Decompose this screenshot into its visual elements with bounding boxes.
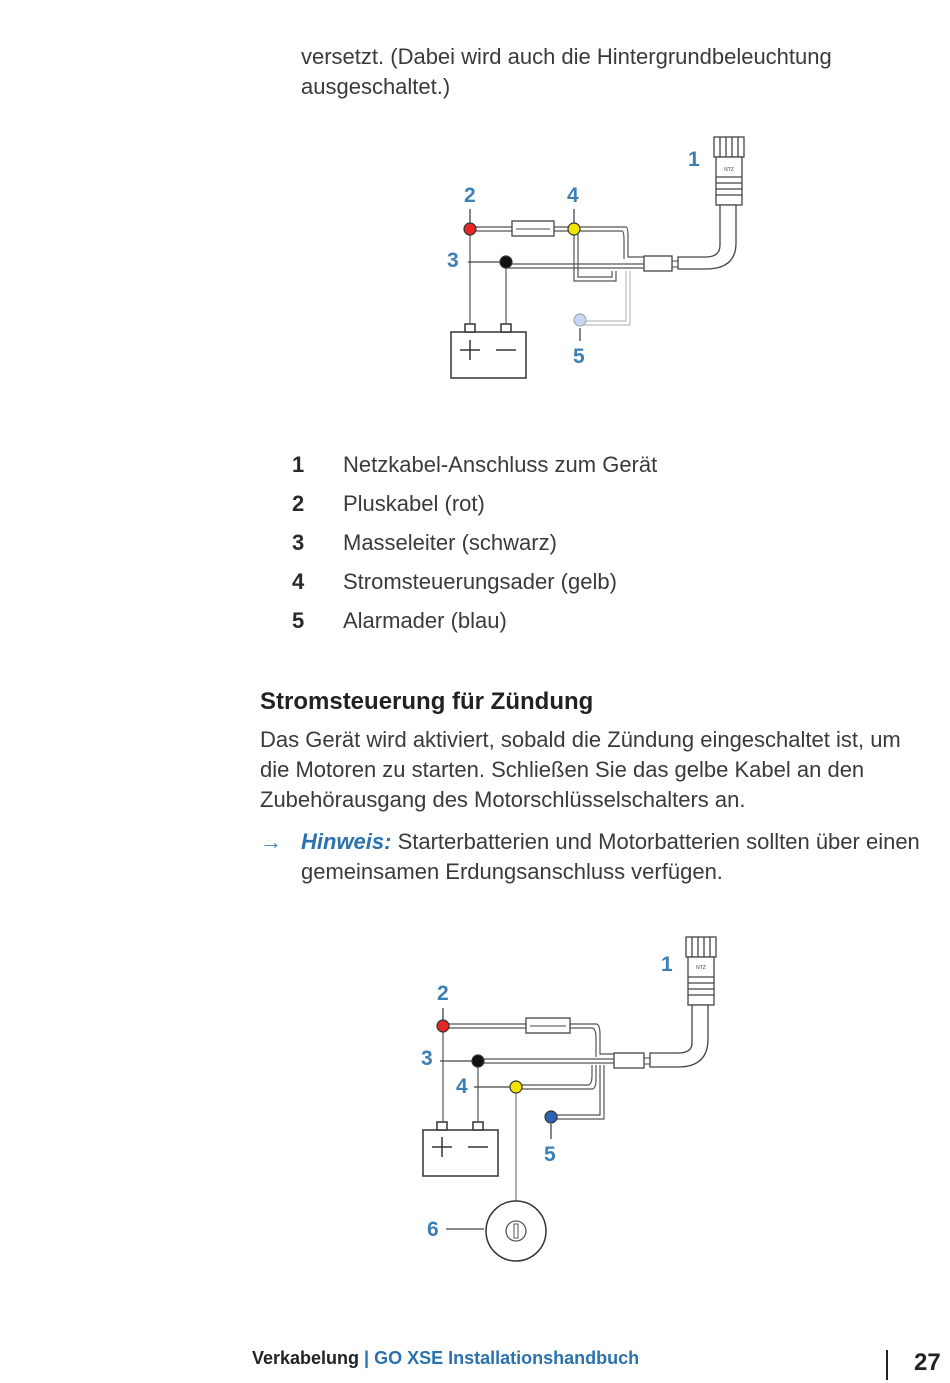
callout-3: 3 <box>447 249 459 272</box>
callout-6: 6 <box>427 1218 439 1241</box>
legend-item <box>292 562 657 601</box>
connector-label: NTZ <box>724 167 734 173</box>
callout-4: 4 <box>567 184 579 207</box>
red-wire-dot <box>464 223 476 235</box>
footer-section: Verkabelung <box>252 1348 360 1368</box>
wiring-diagram-ignition <box>410 925 750 1270</box>
footer-separator: | <box>359 1348 375 1368</box>
note-body <box>301 827 921 887</box>
legend-num: 2 <box>292 490 305 516</box>
black-wire-dot <box>500 256 512 268</box>
callout-2: 2 <box>437 982 449 1005</box>
legend-text: Pluskabel (rot) <box>343 490 485 516</box>
legend-item <box>292 484 657 523</box>
red-wire-dot <box>437 1020 449 1032</box>
callout-2: 2 <box>464 184 476 207</box>
page-number-divider <box>886 1350 888 1380</box>
footer-doc-title: GO XSE Installationshandbuch <box>374 1348 640 1368</box>
legend-text: Masseleiter (schwarz) <box>343 529 557 555</box>
arrow-right-icon: → <box>260 829 282 854</box>
legend-num: 3 <box>292 529 305 555</box>
legend-list <box>292 445 657 640</box>
callout-3: 3 <box>421 1047 433 1070</box>
yellow-wire-dot <box>510 1081 522 1093</box>
page-footer <box>252 1348 639 1369</box>
intro-text: versetzt. (Dabei wird auch die Hintergrundbeleuchtung ausgeschaltet.) <box>301 44 832 99</box>
callout-1: 1 <box>661 953 673 976</box>
blue-wire-dot <box>545 1111 557 1123</box>
battery-icon <box>451 324 526 378</box>
callout-5: 5 <box>573 345 585 368</box>
legend-text: Alarmader (blau) <box>343 607 507 633</box>
legend-item <box>292 523 657 562</box>
note-text: Starterbatterien und Motorbatterien sollten über einen gemeinsamen Erdungsanschluss verfügen. <box>301 829 920 884</box>
legend-text: Netzkabel-Anschluss zum Gerät <box>343 451 658 477</box>
connector-label: NTZ <box>696 965 706 971</box>
note-label: Hinweis: <box>301 829 392 854</box>
callout-1: 1 <box>688 148 700 171</box>
yellow-wire-dot <box>568 223 580 235</box>
legend-text: Stromsteuerungsader (gelb) <box>343 568 617 594</box>
black-wire-dot <box>472 1055 484 1067</box>
ignition-switch-icon <box>486 1201 546 1261</box>
section-body: Das Gerät wird aktiviert, sobald die Zündung eingeschaltet ist, um die Motoren zu starten. Schließen Sie das gelbe Kabel an den Zubehörausgang des Motorschlüsselschalters an. <box>260 727 901 812</box>
legend-item <box>292 445 657 484</box>
legend-num: 1 <box>292 451 305 477</box>
power-connector-icon <box>650 937 716 1067</box>
legend-item <box>292 601 657 640</box>
legend-num: 4 <box>292 568 305 594</box>
legend-num: 5 <box>292 607 305 633</box>
callout-4: 4 <box>456 1075 468 1098</box>
callout-5: 5 <box>544 1143 556 1166</box>
wiring-diagram-power <box>430 125 770 390</box>
blue-wire-dot <box>574 314 586 326</box>
page-number: 27 <box>914 1349 941 1376</box>
section-title: Stromsteuerung für Zündung <box>260 688 594 715</box>
battery-icon <box>423 1122 498 1176</box>
